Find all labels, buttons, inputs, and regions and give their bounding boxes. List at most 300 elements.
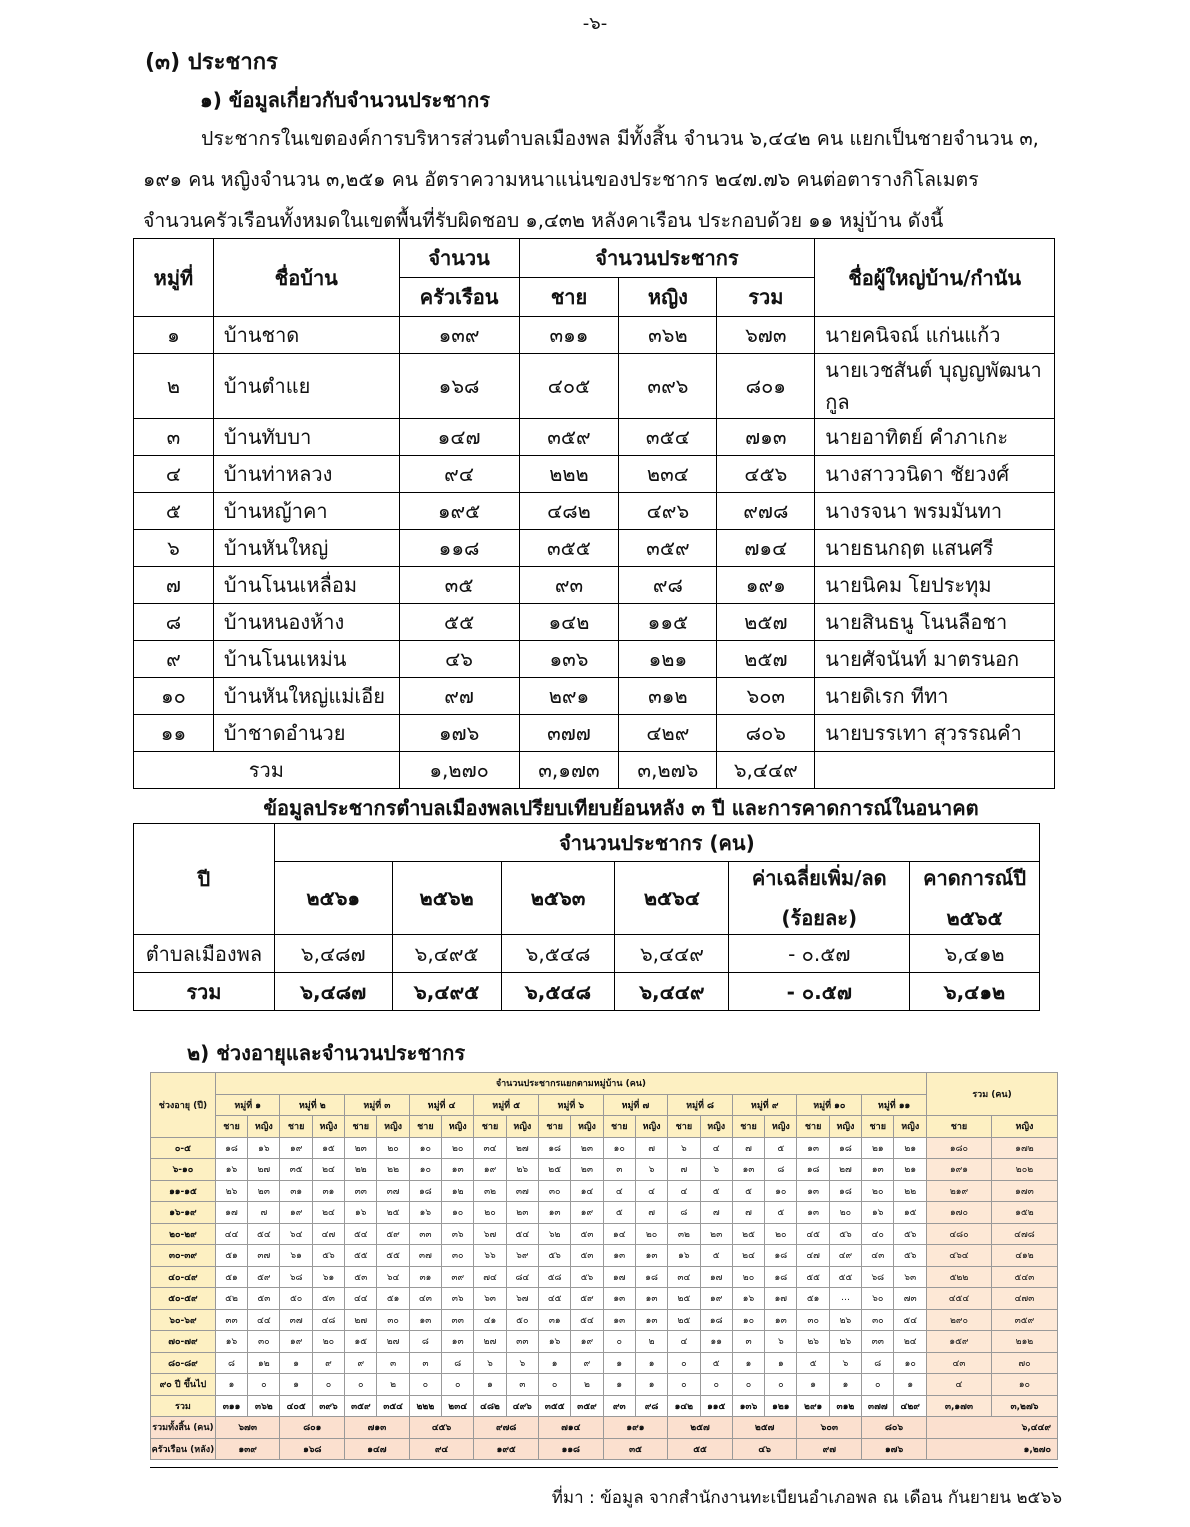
age-value-cell: ๓๔ <box>668 1266 700 1288</box>
age-value-cell: ๒๖ <box>215 1180 247 1202</box>
age-value-cell: ๓๕ <box>280 1159 312 1181</box>
header-year-col: ๒๕๖๒ <box>392 862 501 935</box>
moo-cell: ๒ <box>134 354 214 419</box>
age-value-cell: ๔๔ <box>345 1288 377 1310</box>
age-value-cell: ๗ <box>732 1137 764 1159</box>
age-value-cell: ๑ <box>280 1374 312 1396</box>
age-value-cell: ๑๔๒ <box>668 1395 700 1417</box>
age-value-cell: ๑๓ <box>603 1288 635 1310</box>
age-value-cell: ๑๘ <box>215 1137 247 1159</box>
header-sex-male: ชาย <box>732 1116 764 1138</box>
header-sex-male: ชาย <box>280 1116 312 1138</box>
total-all-village-cell: ๔๕๖ <box>409 1417 474 1439</box>
age-value-cell: ๒๕ <box>732 1223 764 1245</box>
age-value-cell: ๔ <box>603 1180 635 1202</box>
village-name-cell: บ้านโนนเหม่น <box>213 641 399 678</box>
page-number: -๖- <box>582 13 608 34</box>
age-value-cell: ๑๓ <box>409 1309 441 1331</box>
age-value-cell: ๔๘ <box>312 1309 344 1331</box>
village-name-cell: บ้านโนนเหลื่อม <box>213 567 399 604</box>
households-village-cell: ๑๑๘ <box>538 1438 603 1460</box>
age-value-cell: ๖๗ <box>474 1223 506 1245</box>
households-cell: ๕๕ <box>399 604 519 641</box>
age-value-cell: ๙ <box>345 1352 377 1374</box>
header-sex-female: หญิง <box>894 1116 927 1138</box>
header-forecast-line2: ๒๕๖๕ <box>946 906 1003 930</box>
age-value-cell: ๕๕ <box>377 1245 409 1267</box>
age-value-cell: ๒๑ <box>862 1137 894 1159</box>
headman-cell: นายนิคม โยประทุม <box>815 567 1055 604</box>
age-value-cell: ๕ <box>765 1137 797 1159</box>
age-value-cell: ๓ <box>377 1352 409 1374</box>
age-value-cell: ๑ <box>474 1374 506 1396</box>
households-village-cell: ๑๖๘ <box>280 1438 345 1460</box>
header-households-2: ครัวเรือน <box>399 278 519 317</box>
households-village-cell: ๓๕ <box>603 1438 668 1460</box>
age-value-cell: ๕ <box>700 1352 732 1374</box>
age-value-cell: ๑๖ <box>668 1245 700 1267</box>
age-value-cell: ๗ <box>732 1202 764 1224</box>
age-value-cell: ๓๐ <box>248 1331 280 1353</box>
households-cell: ๔๖ <box>399 641 519 678</box>
age-value-cell: ๑๖ <box>538 1331 570 1353</box>
total-cell: ๒๕๗ <box>717 604 815 641</box>
village-name-cell: บ้านหันใหญ่ <box>213 530 399 567</box>
female-cell: ๓๙๖ <box>619 354 717 419</box>
moo-cell: ๔ <box>134 456 214 493</box>
age-value-cell: ๑๓ <box>442 1159 474 1181</box>
age-value-cell: ๕๐ <box>280 1288 312 1310</box>
age-value-cell: ๑๖ <box>409 1202 441 1224</box>
header-sex-female: หญิง <box>377 1116 409 1138</box>
comparison-value-cell: ๖,๕๔๘ <box>501 973 615 1011</box>
age-value-cell: ๒๙๑ <box>797 1395 829 1417</box>
headman-cell: นายธนกฤต แสนศรี <box>815 530 1055 567</box>
age-value-cell: ๓๖๒ <box>248 1395 280 1417</box>
comparison-value-cell: ๖,๔๙๕ <box>392 935 501 973</box>
age-value-cell: ๓๗ <box>409 1245 441 1267</box>
age-value-cell: ๑ <box>894 1374 927 1396</box>
age-value-cell: ๐ <box>732 1374 764 1396</box>
age-value-cell: ๕๑ <box>215 1245 247 1267</box>
age-range-cell: ๑๖-๑๙ <box>151 1202 216 1224</box>
comparison-value-cell: ๖,๔๙๕ <box>392 973 501 1011</box>
age-value-cell: ๑๗ <box>765 1288 797 1310</box>
age-value-cell: ๖ <box>700 1159 732 1181</box>
age-value-cell: ๑๓ <box>635 1309 667 1331</box>
comparison-label-cell: ตำบลเมืองพล <box>134 935 275 973</box>
age-value-cell: ๑๓ <box>765 1309 797 1331</box>
age-value-cell: ๑๐ <box>603 1137 635 1159</box>
headman-cell: นายบรรเทา สุวรรณคำ <box>815 715 1055 752</box>
village-name-cell: บ้านทับบา <box>213 419 399 456</box>
village-row <box>134 715 1055 752</box>
age-value-cell: ๖๑ <box>312 1266 344 1288</box>
age-value-cell: ๑๗ <box>215 1202 247 1224</box>
village-row <box>134 493 1055 530</box>
age-value-cell: ๓๑๒ <box>829 1395 861 1417</box>
age-range-cell: ๔๐-๔๙ <box>151 1266 216 1288</box>
age-value-cell: ๒๕ <box>668 1309 700 1331</box>
age-value-cell: ๓๕๔ <box>377 1395 409 1417</box>
village-row <box>134 419 1055 456</box>
age-value-cell: ๑๒ <box>442 1180 474 1202</box>
age-value-cell: ๒๐ <box>442 1137 474 1159</box>
total-cell: ๖๐๓ <box>717 678 815 715</box>
headman-cell: นายศัจนันท์ มาตรนอก <box>815 641 1055 678</box>
headman-cell: นายอาทิตย์ คำภาเกะ <box>815 419 1055 456</box>
header-village-moo: หมู่ที่ ๑ <box>215 1094 280 1116</box>
total-cell: ๗๑๓ <box>717 419 815 456</box>
male-cell: ๑๔๒ <box>519 604 619 641</box>
header-village-breakdown: จำนวนประชากรแยกตามหมู่บ้าน (คน) <box>215 1073 926 1095</box>
age-value-cell: ๓๓ <box>345 1180 377 1202</box>
age-value-cell: ๗ <box>248 1202 280 1224</box>
age-value-cell: ๒๑ <box>894 1159 927 1181</box>
age-value-cell: ๑๐ <box>409 1137 441 1159</box>
total-all-village-cell: ๒๕๗ <box>668 1417 733 1439</box>
age-value-cell: ๑๐ <box>765 1180 797 1202</box>
village-row <box>134 678 1055 715</box>
age-value-cell: ๑๙ <box>700 1288 732 1310</box>
age-value-cell: ๖๓ <box>894 1266 927 1288</box>
comparison-value-cell: ๖,๔๔๙ <box>615 973 729 1011</box>
age-value-cell: ๗๔ <box>474 1266 506 1288</box>
age-value-cell: ๒๒ <box>377 1159 409 1181</box>
header-sex-male: ชาย <box>603 1116 635 1138</box>
age-value-cell: ๕๘ <box>538 1266 570 1288</box>
age-value-cell: ๔ <box>668 1180 700 1202</box>
age-value-cell: ๕๕ <box>829 1266 861 1288</box>
age-value-cell: ๒๓ <box>571 1137 603 1159</box>
age-value-cell: ๑ <box>280 1352 312 1374</box>
age-value-cell: ๑ <box>603 1352 635 1374</box>
header-sex-male: ชาย <box>345 1116 377 1138</box>
age-total-female-cell: ๔๗๓ <box>991 1288 1057 1310</box>
header-headman: ชื่อผู้ใหญ่บ้าน/กำนัน <box>815 239 1055 317</box>
age-value-cell: ๓๗ <box>377 1180 409 1202</box>
age-value-cell: ๗ <box>635 1137 667 1159</box>
households-village-cell: ๑๔๗ <box>345 1438 410 1460</box>
comparison-forecast-cell: ๖,๔๑๒ <box>910 973 1040 1011</box>
village-row <box>134 604 1055 641</box>
moo-cell: ๑๐ <box>134 678 214 715</box>
households-cell: ๑๗๖ <box>399 715 519 752</box>
households-row <box>151 1438 1058 1460</box>
age-value-cell: ๑๘ <box>409 1180 441 1202</box>
age-value-cell: ๑๕ <box>894 1202 927 1224</box>
age-value-cell: ๒๒๒ <box>409 1395 441 1417</box>
age-value-cell: ๓๓ <box>506 1331 538 1353</box>
age-value-cell: ๕๕ <box>797 1266 829 1288</box>
age-range-cell: รวม <box>151 1395 216 1417</box>
age-value-cell: ๘๔ <box>506 1266 538 1288</box>
age-value-cell: ๑๓ <box>862 1159 894 1181</box>
headman-cell: นายดิเรก ทีทา <box>815 678 1055 715</box>
header-forecast-line1: คาดการณ์ปี <box>923 866 1027 890</box>
female-cell: ๓๖๒ <box>619 317 717 354</box>
age-total-female-cell: ๓๕๙ <box>991 1309 1057 1331</box>
age-value-cell: ๙๓ <box>603 1395 635 1417</box>
village-row <box>134 641 1055 678</box>
header-sex-male: ชาย <box>862 1116 894 1138</box>
age-value-cell: ๕ <box>603 1202 635 1224</box>
total-all-village-cell: ๖๗๓ <box>215 1417 280 1439</box>
age-value-cell: ๖๔ <box>280 1223 312 1245</box>
total-all-village-cell: ๒๕๗ <box>732 1417 797 1439</box>
age-value-cell: ๕๖ <box>538 1245 570 1267</box>
header-village-moo: หมู่ที่ ๔ <box>409 1094 474 1116</box>
village-name-cell: บ้าชาดอำนวย <box>213 715 399 752</box>
age-value-cell: ๑๖ <box>732 1288 764 1310</box>
age-value-cell: ๕๑ <box>215 1266 247 1288</box>
male-cell: ๒๙๑ <box>519 678 619 715</box>
age-value-cell: ๖๖ <box>474 1245 506 1267</box>
age-value-cell: ๕๒ <box>215 1288 247 1310</box>
age-total-male-cell: ๔๘๐ <box>927 1223 992 1245</box>
total-all-village-cell: ๘๐๑ <box>280 1417 345 1439</box>
age-value-cell: ๓๙ <box>442 1266 474 1288</box>
source-note: ที่มา : ข้อมูล จากสำนักงานทะเบียนอำเภอพล ณ เดือน กันยายน ๒๕๖๖ <box>551 1488 1062 1508</box>
age-value-cell: ๕๔ <box>571 1309 603 1331</box>
age-value-cell: ๓๐ <box>442 1245 474 1267</box>
age-value-cell: ๖๗ <box>506 1288 538 1310</box>
age-value-cell: ๖๒ <box>538 1223 570 1245</box>
age-row <box>151 1266 1058 1288</box>
age-row <box>151 1159 1058 1181</box>
total-all-village-cell: ๙๗๘ <box>474 1417 539 1439</box>
age-value-cell: ๑๘ <box>765 1266 797 1288</box>
households-cell: ๑๔๗ <box>399 419 519 456</box>
age-value-cell: ๒ <box>377 1374 409 1396</box>
sum-empty-cell <box>815 752 1055 789</box>
age-value-cell: ๑ <box>635 1374 667 1396</box>
age-value-cell: ๐ <box>862 1374 894 1396</box>
age-value-cell: ๒๖ <box>829 1331 861 1353</box>
age-value-cell: ๕๖ <box>894 1245 927 1267</box>
age-row <box>151 1352 1058 1374</box>
age-value-cell: ๒๗ <box>829 1159 861 1181</box>
age-value-cell: ๑ <box>215 1374 247 1396</box>
age-value-cell: ๗ <box>635 1202 667 1224</box>
male-cell: ๒๒๒ <box>519 456 619 493</box>
header-village-moo: หมู่ที่ ๕ <box>474 1094 539 1116</box>
age-total-female-cell: ๔๑๒ <box>991 1245 1057 1267</box>
comparison-row <box>134 973 1040 1011</box>
age-value-cell: ๘ <box>442 1352 474 1374</box>
age-value-cell: ๑๙ <box>571 1331 603 1353</box>
age-value-cell: ๗๓ <box>894 1288 927 1310</box>
village-row <box>134 567 1055 604</box>
age-value-cell: ๒๖ <box>797 1331 829 1353</box>
age-range-cell: ๖๐-๖๙ <box>151 1309 216 1331</box>
age-value-cell: ๕๙ <box>571 1288 603 1310</box>
moo-cell: ๘ <box>134 604 214 641</box>
total-cell: ๔๕๖ <box>717 456 815 493</box>
age-value-cell: ๔ <box>668 1331 700 1353</box>
age-value-cell: ๐ <box>442 1374 474 1396</box>
comparison-row <box>134 935 1040 973</box>
age-value-cell: ๔๓ <box>862 1245 894 1267</box>
age-value-cell: ๒๓ <box>345 1137 377 1159</box>
headman-cell: นางสาววนิดา ชัยวงศ์ <box>815 456 1055 493</box>
age-range-cell: ๐-๕ <box>151 1137 216 1159</box>
age-value-cell: ๓๑๑ <box>215 1395 247 1417</box>
age-value-cell: ๑๑๕ <box>700 1395 732 1417</box>
header-average-change <box>729 862 910 935</box>
subsection-heading-1: ๑) ข้อมูลเกี่ยวกับจำนวนประชากร <box>200 88 490 112</box>
age-value-cell: ๕๙ <box>377 1223 409 1245</box>
age-value-cell: ๕๓ <box>571 1223 603 1245</box>
population-comparison-table <box>133 823 1040 1011</box>
male-cell: ๓๑๑ <box>519 317 619 354</box>
age-value-cell: ๖ <box>765 1331 797 1353</box>
header-female: หญิง <box>619 278 717 317</box>
header-village-moo: หมู่ที่ ๘ <box>668 1094 733 1116</box>
age-value-cell: ๔๘๒ <box>474 1395 506 1417</box>
age-value-cell: ๒๔ <box>312 1159 344 1181</box>
total-all-village-cell: ๗๑๓ <box>345 1417 410 1439</box>
age-total-female-cell: ๔๗๘ <box>991 1223 1057 1245</box>
age-value-cell: ๑๑ <box>700 1331 732 1353</box>
female-cell: ๔๙๖ <box>619 493 717 530</box>
total-all-sum-cell: ๖,๔๔๙ <box>927 1417 1058 1439</box>
age-value-cell: ๕๓ <box>571 1245 603 1267</box>
total-cell: ๑๙๑ <box>717 567 815 604</box>
age-value-cell: ๓๓ <box>862 1331 894 1353</box>
age-value-cell: ๖ <box>635 1159 667 1181</box>
header-average-line2: (ร้อยละ) <box>781 906 858 930</box>
age-row <box>151 1202 1058 1224</box>
age-row <box>151 1223 1058 1245</box>
header-moo: หมู่ที่ <box>134 239 214 317</box>
total-all-label-cell: รวมทั้งสิ้น (คน) <box>151 1417 216 1439</box>
age-value-cell: ๔๗ <box>797 1245 829 1267</box>
comparison-label-cell: รวม <box>134 973 275 1011</box>
intro-paragraph <box>143 118 1063 241</box>
age-group-table <box>150 1072 1058 1460</box>
header-population-count: จำนวนประชากร (คน) <box>274 824 1039 862</box>
age-total-female-cell: ๕๔๓ <box>991 1266 1057 1288</box>
age-value-cell: ๓ <box>732 1331 764 1353</box>
age-value-cell: ๕๖ <box>829 1223 861 1245</box>
header-sex-female: หญิง <box>312 1116 344 1138</box>
age-value-cell: ๕ <box>700 1180 732 1202</box>
age-row <box>151 1374 1058 1396</box>
age-value-cell: ๓๐ <box>538 1180 570 1202</box>
female-cell: ๓๑๒ <box>619 678 717 715</box>
age-value-cell: ๒๐ <box>765 1223 797 1245</box>
age-value-cell: ๕ <box>700 1245 732 1267</box>
header-sex-female: หญิง <box>700 1116 732 1138</box>
sum-total-cell: ๖,๔๔๙ <box>717 752 815 789</box>
village-row <box>134 456 1055 493</box>
header-village-moo: หมู่ที่ ๓ <box>345 1094 410 1116</box>
age-value-cell: ๘ <box>765 1159 797 1181</box>
moo-cell: ๑ <box>134 317 214 354</box>
age-value-cell: ๒๕ <box>538 1159 570 1181</box>
households-village-cell: ๔๖ <box>732 1438 797 1460</box>
moo-cell: ๕ <box>134 493 214 530</box>
age-value-cell: ๔๔ <box>215 1223 247 1245</box>
age-total-female-cell: ๒๐๒ <box>991 1159 1057 1181</box>
age-value-cell: ๖๐ <box>862 1288 894 1310</box>
age-value-cell: ๘ <box>409 1331 441 1353</box>
header-sex-male: ชาย <box>668 1116 700 1138</box>
age-value-cell: ๑๖ <box>248 1137 280 1159</box>
moo-cell: ๑๑ <box>134 715 214 752</box>
age-value-cell: ๑๓ <box>635 1245 667 1267</box>
header-sex-male: ชาย <box>927 1116 992 1138</box>
header-village-moo: หมู่ที่ ๑๐ <box>797 1094 862 1116</box>
age-value-cell: ๑๔ <box>603 1223 635 1245</box>
age-value-cell: ๕ <box>797 1352 829 1374</box>
age-value-cell: ๑๙ <box>571 1202 603 1224</box>
age-row <box>151 1245 1058 1267</box>
header-village-moo: หมู่ที่ ๙ <box>732 1094 797 1116</box>
age-value-cell: ๒๗ <box>377 1331 409 1353</box>
age-value-cell: ๓ <box>506 1374 538 1396</box>
headman-cell: นายคนิจณ์ แก่นแก้ว <box>815 317 1055 354</box>
age-value-cell: ๑๘ <box>700 1309 732 1331</box>
age-range-cell: ๕๐-๕๙ <box>151 1288 216 1310</box>
age-value-cell: ๒๔ <box>894 1331 927 1353</box>
age-value-cell: ๐ <box>248 1374 280 1396</box>
households-village-cell: ๙๔ <box>409 1438 474 1460</box>
comparison-value-cell: ๖,๕๔๘ <box>501 935 615 973</box>
age-value-cell: ๒๗ <box>248 1159 280 1181</box>
age-value-cell: ๒๐ <box>312 1331 344 1353</box>
households-village-cell: ๑๙๕ <box>474 1438 539 1460</box>
households-cell: ๙๔ <box>399 456 519 493</box>
age-value-cell: ๓๗ <box>280 1309 312 1331</box>
age-value-cell: ๓๗ <box>506 1180 538 1202</box>
age-value-cell: ๘ <box>668 1202 700 1224</box>
age-value-cell: ๑๘ <box>829 1137 861 1159</box>
age-value-cell: ๑๙ <box>280 1331 312 1353</box>
age-value-cell: ๑๒๑ <box>765 1395 797 1417</box>
age-value-cell: ๓๙๖ <box>312 1395 344 1417</box>
age-total-female-cell: ๗๐ <box>991 1352 1057 1374</box>
age-value-cell: ๐ <box>312 1374 344 1396</box>
age-value-cell: ๒๖ <box>506 1159 538 1181</box>
households-cell: ๑๖๘ <box>399 354 519 419</box>
age-value-cell: ๓๐ <box>797 1309 829 1331</box>
total-all-row <box>151 1417 1058 1439</box>
female-cell: ๔๒๙ <box>619 715 717 752</box>
header-year: ปี <box>134 824 275 935</box>
age-row <box>151 1331 1058 1353</box>
age-total-male-cell: ๑๙๑ <box>927 1159 992 1181</box>
age-value-cell: ๑๔ <box>571 1180 603 1202</box>
age-value-cell: ๒๐ <box>377 1137 409 1159</box>
households-cell: ๑๑๘ <box>399 530 519 567</box>
age-value-cell: ๐ <box>538 1374 570 1396</box>
female-cell: ๓๕๔ <box>619 419 717 456</box>
age-total-male-cell: ๑๘๐ <box>927 1137 992 1159</box>
age-value-cell: ๒๐ <box>862 1180 894 1202</box>
households-cell: ๑๙๕ <box>399 493 519 530</box>
paragraph-line: จำนวนครัวเรือนทั้งหมดในเขตพื้นที่รับผิดชอบ ๑,๔๓๒ หลังคาเรือน ประกอบด้วย ๑๑ หมู่บ้าน ดังนี้ <box>143 209 944 232</box>
age-value-cell: ๐ <box>668 1352 700 1374</box>
age-value-cell: ๓๒ <box>474 1180 506 1202</box>
total-cell: ๘๐๖ <box>717 715 815 752</box>
header-average-line1: ค่าเฉลี่ยเพิ่ม/ลด <box>751 866 887 890</box>
header-sex-male: ชาย <box>474 1116 506 1138</box>
age-row <box>151 1395 1058 1417</box>
total-all-village-cell: ๗๑๔ <box>538 1417 603 1439</box>
headman-cell: นายเวชสันต์ บุญญพัฒนากูล <box>815 354 1055 419</box>
